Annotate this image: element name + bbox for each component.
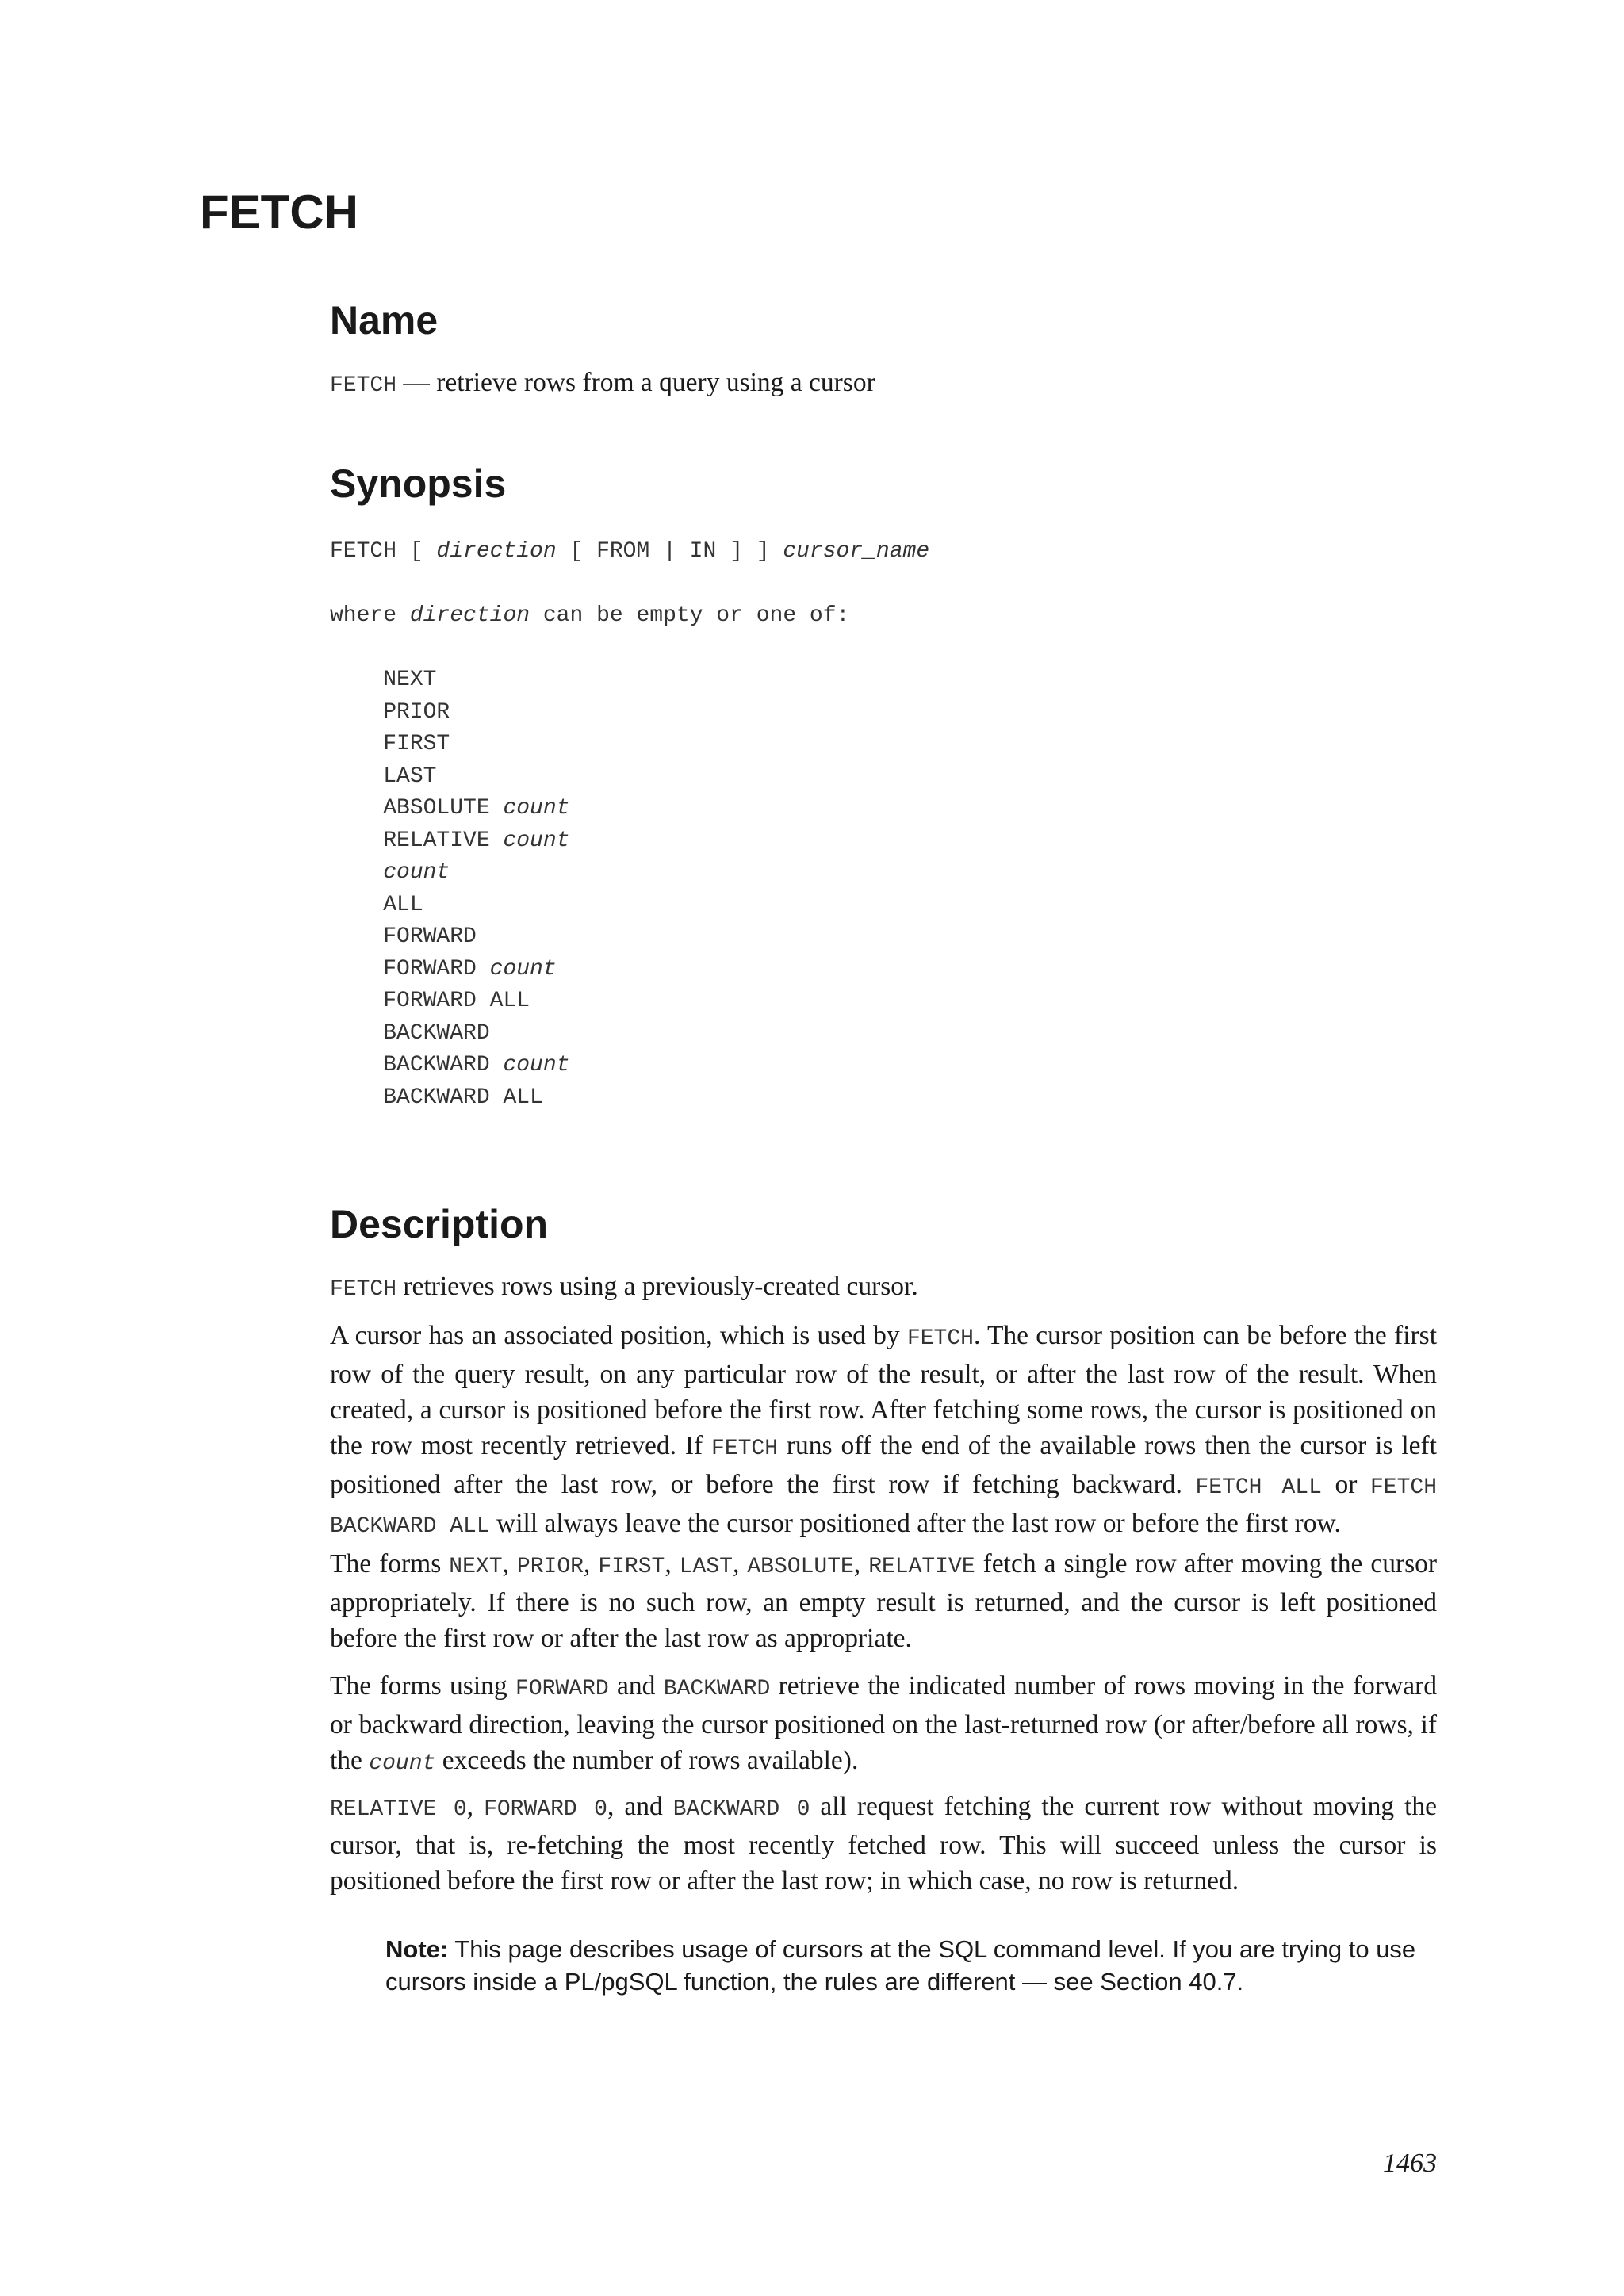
direction-option <box>330 764 436 789</box>
direction-option <box>330 860 450 885</box>
inline-code: FETCH <box>906 1326 974 1351</box>
direction-option <box>330 989 530 1013</box>
option-keyword: ALL <box>383 892 423 917</box>
paragraph-text: The forms <box>330 1549 450 1578</box>
option-keyword: ABSOLUTE <box>383 796 504 821</box>
inline-code: ABSOLUTE <box>747 1555 854 1579</box>
paragraph-text: , <box>665 1549 680 1578</box>
direction-option <box>330 700 450 725</box>
paragraph-text: , <box>466 1792 485 1821</box>
inline-code: BACKWARD <box>663 1677 771 1701</box>
description-heading: Description <box>330 1202 549 1246</box>
paragraph-text: , <box>583 1549 599 1578</box>
inline-code: PRIOR <box>516 1555 584 1579</box>
paragraph-text: , <box>732 1549 748 1578</box>
synopsis-variable: direction <box>409 603 530 628</box>
command-name: FETCH <box>330 373 397 398</box>
direction-option <box>330 924 477 949</box>
paragraph-text: or <box>1321 1470 1370 1499</box>
synopsis-block <box>330 536 929 1114</box>
page-title: FETCH <box>200 186 358 239</box>
paragraph-text: , <box>502 1549 517 1578</box>
option-keyword: LAST <box>383 763 437 789</box>
name-paragraph <box>330 365 1437 404</box>
option-argument: count <box>503 828 570 853</box>
synopsis-variable: direction <box>436 539 557 564</box>
note-label: Note: <box>385 1935 449 1963</box>
synopsis-text: FETCH [ <box>330 539 437 564</box>
option-keyword: BACKWARD <box>383 1053 504 1077</box>
inline-code: BACKWARD 0 <box>672 1797 810 1822</box>
paragraph-text: retrieves rows using a previously-created cursor. <box>396 1272 918 1301</box>
option-keyword: BACKWARD ALL <box>383 1085 543 1110</box>
paragraph-text: The forms using <box>330 1671 516 1701</box>
inline-code: FETCH ALL <box>1195 1475 1322 1500</box>
direction-option <box>330 893 423 917</box>
paragraph-text: will always leave the cursor positioned after the last row or before the first row. <box>489 1509 1341 1538</box>
direction-options-list <box>330 668 569 1110</box>
direction-option <box>330 1085 543 1110</box>
option-keyword: FORWARD ALL <box>383 989 530 1013</box>
direction-option <box>330 957 557 982</box>
option-keyword: FIRST <box>383 732 450 756</box>
note-block <box>385 1933 1437 1998</box>
synopsis-text: where <box>330 603 410 628</box>
page-number: 1463 <box>1383 2149 1437 2178</box>
inline-code: FETCH BACKWARD ALL <box>330 1475 1437 1539</box>
command-purpose: — retrieve rows from a query using a cursor <box>396 368 875 397</box>
synopsis-text: can be empty or one of: <box>530 603 850 628</box>
note-text: This page describes usage of cursors at the SQL command level. If you are trying to use cursors inside a PL/pgSQL function, the rules are different — see Section 40.7. <box>385 1935 1416 1996</box>
inline-code: NEXT <box>449 1555 503 1579</box>
paragraph-text: and <box>608 1671 664 1701</box>
paragraph-text: , and <box>607 1792 673 1821</box>
paragraph-text: runs off the end of the available rows then the cursor is left positioned after the last row, or before the first row if fetching backward. <box>330 1431 1437 1499</box>
direction-option <box>330 1053 569 1077</box>
option-keyword: PRIOR <box>383 699 450 725</box>
paragraph-text: retrieve the indicated number of rows moving in the forward or backward direction, leaving the cursor positioned on the last-returned row (or after/before all rows, if the <box>330 1671 1437 1775</box>
paragraph-text: all request fetching the current row without moving the cursor, that is, re-fetching the most recently fetched row. This will succeed unless the cursor is positioned before the first row or after the last row; in which case, no row is returned. <box>330 1792 1438 1896</box>
option-keyword: RELATIVE <box>383 828 504 853</box>
description-paragraph-5 <box>330 1789 1437 1899</box>
option-keyword: FORWARD <box>383 924 477 949</box>
paragraph-text: A cursor has an associated position, which is used by <box>330 1321 907 1350</box>
synopsis-text: [ FROM | IN ] ] <box>556 539 783 564</box>
description-paragraph-1 <box>330 1269 1437 1307</box>
inline-code: RELATIVE 0 <box>330 1797 467 1822</box>
synopsis-line-2 <box>330 603 849 628</box>
description-paragraph-2 <box>330 1318 1437 1544</box>
name-heading: Name <box>330 298 439 342</box>
paragraph-text: , <box>853 1549 869 1578</box>
inline-code: FORWARD <box>515 1677 609 1701</box>
direction-option <box>330 796 569 821</box>
synopsis-variable: cursor_name <box>783 539 930 564</box>
direction-option <box>330 828 569 853</box>
paragraph-text: fetch a single row after moving the cursor appropriately. If there is no such row, an empty result is returned, and the cursor is left positioned before the first row or after the last row as appropriate. <box>330 1549 1438 1653</box>
direction-option <box>330 732 450 756</box>
direction-option <box>330 1021 490 1046</box>
inline-code: FETCH <box>711 1437 779 1461</box>
inline-code: FIRST <box>598 1555 665 1579</box>
option-keyword: NEXT <box>383 668 437 692</box>
inline-code: LAST <box>679 1555 733 1579</box>
option-argument: count <box>489 956 557 982</box>
option-argument: count <box>503 1053 570 1077</box>
description-paragraph-4 <box>330 1668 1437 1781</box>
option-keyword: FORWARD <box>383 956 490 982</box>
inline-code: RELATIVE <box>868 1555 975 1579</box>
synopsis-heading: Synopsis <box>330 461 507 506</box>
inline-code: FETCH <box>330 1277 397 1302</box>
direction-option <box>330 668 436 692</box>
synopsis-line-1 <box>330 539 929 564</box>
option-argument: count <box>383 860 450 885</box>
description-paragraph-3 <box>330 1546 1437 1656</box>
option-argument: count <box>503 796 570 821</box>
inline-code: FORWARD 0 <box>484 1797 607 1822</box>
paragraph-text: . The cursor position can be before the first row of the query result, on any particular row of the result, or after the last row of the result. When created, a cursor is positioned before the first row. After fetching some rows, the cursor is positioned on the row most recently retrieved. If <box>330 1321 1438 1460</box>
inline-variable: count <box>369 1751 436 1776</box>
paragraph-text: exceeds the number of rows available). <box>435 1746 859 1775</box>
option-keyword: BACKWARD <box>383 1020 490 1046</box>
